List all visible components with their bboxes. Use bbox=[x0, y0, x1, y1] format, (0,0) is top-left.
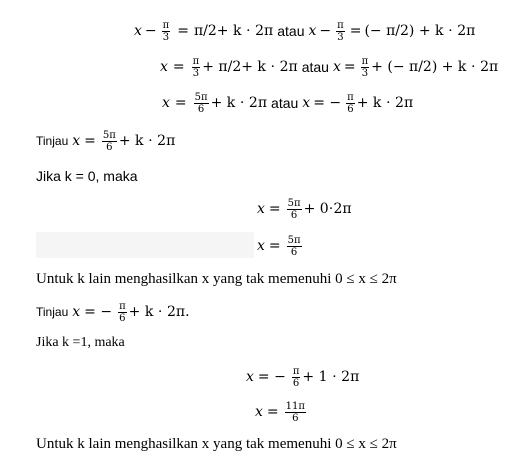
tinjau-label: Tinjau bbox=[36, 134, 69, 148]
equation-line-6: x = − $\frac{\pi}{6}$ + 1 ⋅ 2π bbox=[246, 365, 360, 389]
jika-line-2: Jika k =1, maka bbox=[36, 335, 125, 350]
equation-rhs-right: (− π/2) + k ⋅ 2π bbox=[364, 23, 476, 39]
equation-line-1: x − $\frac{\pi}{3}$ = π/2+ k ⋅ 2π atau x − $\frac{\pi}{3}$ = (− π/2) + k ⋅ 2π bbox=[134, 19, 476, 43]
equation-rhs-left: + k ⋅ 2π bbox=[210, 95, 268, 111]
equation-line-3: x = $\frac{5\pi}{6}$ + k ⋅ 2π atau x = − $\frac{\pi}{6}$ + k ⋅ 2π bbox=[162, 91, 414, 115]
tinjau-line-1: Tinjau x = $\frac{5\pi}{6}$ + k ⋅ 2π bbox=[36, 129, 176, 153]
fraction-pi-over-3: $\frac{\pi}{3}$ bbox=[162, 19, 170, 43]
equation-line-7: x = $\frac{11\pi}{6}$ bbox=[255, 400, 305, 424]
equation-rhs-left: π/2+ k ⋅ 2π bbox=[193, 23, 274, 39]
fraction-pi-over-6: $\frac{\pi}{6}$ bbox=[347, 91, 354, 115]
fraction-pi-over-3: $\frac{\pi}{3}$ bbox=[192, 55, 200, 79]
equals-sign: = bbox=[177, 23, 189, 39]
fraction-pi-over-3: $\frac{\pi}{3}$ bbox=[361, 55, 369, 79]
fraction-pi-over-6: $\frac{\pi}{6}$ bbox=[292, 365, 300, 389]
fraction-5pi-over-6: $\frac{5\pi}{6}$ bbox=[194, 91, 208, 115]
conclusion-line-2: Untuk k lain menghasilkan x yang tak memenuhi 0 ≤ x ≤ 2π bbox=[36, 435, 397, 452]
conjunction-atau: atau bbox=[271, 95, 299, 111]
conclusion-line-1: Untuk k lain menghasilkan x yang tak memenuhi 0 ≤ x ≤ 2π bbox=[36, 270, 397, 287]
conjunction-atau: atau bbox=[277, 23, 305, 39]
jika-line-1: Jika k = 0, maka bbox=[36, 168, 138, 184]
equation-rhs-left: + π/2+ k ⋅ 2π bbox=[202, 59, 298, 75]
equation-rhs-right: + (− π/2) + k ⋅ 2π bbox=[371, 59, 499, 75]
highlight-background bbox=[36, 232, 254, 258]
equation-line-5: x = $\frac{5\pi}{6}$ bbox=[257, 234, 301, 258]
equation-line-2: x = $\frac{\pi}{3}$ + π/2+ k ⋅ 2π atau x = $\frac{\pi}{3}$ + (− π/2) + k ⋅ 2π bbox=[160, 55, 499, 79]
fraction-5pi-over-6: $\frac{5\pi}{6}$ bbox=[287, 197, 301, 221]
conjunction-atau: atau bbox=[301, 59, 329, 75]
fraction-5pi-over-6: $\frac{5\pi}{6}$ bbox=[287, 234, 301, 258]
tinjau-label: Tinjau bbox=[36, 305, 69, 319]
tinjau-line-2: Tinjau x = − $\frac{\pi}{6}$ + k ⋅ 2π. bbox=[36, 300, 190, 324]
fraction-11pi-over-6: $\frac{11\pi}{6}$ bbox=[285, 400, 305, 424]
variable-x: x bbox=[134, 23, 142, 39]
fraction-pi-over-6: $\frac{\pi}{6}$ bbox=[119, 300, 126, 324]
fraction-5pi-over-6: $\frac{5\pi}{6}$ bbox=[102, 129, 116, 153]
fraction-pi-over-3: $\frac{\pi}{3}$ bbox=[337, 19, 344, 43]
minus-sign: − bbox=[144, 23, 157, 39]
equation-line-4: x = $\frac{5\pi}{6}$ + 0⋅2π bbox=[257, 197, 352, 221]
equation-rhs-right: + k ⋅ 2π bbox=[356, 95, 414, 111]
